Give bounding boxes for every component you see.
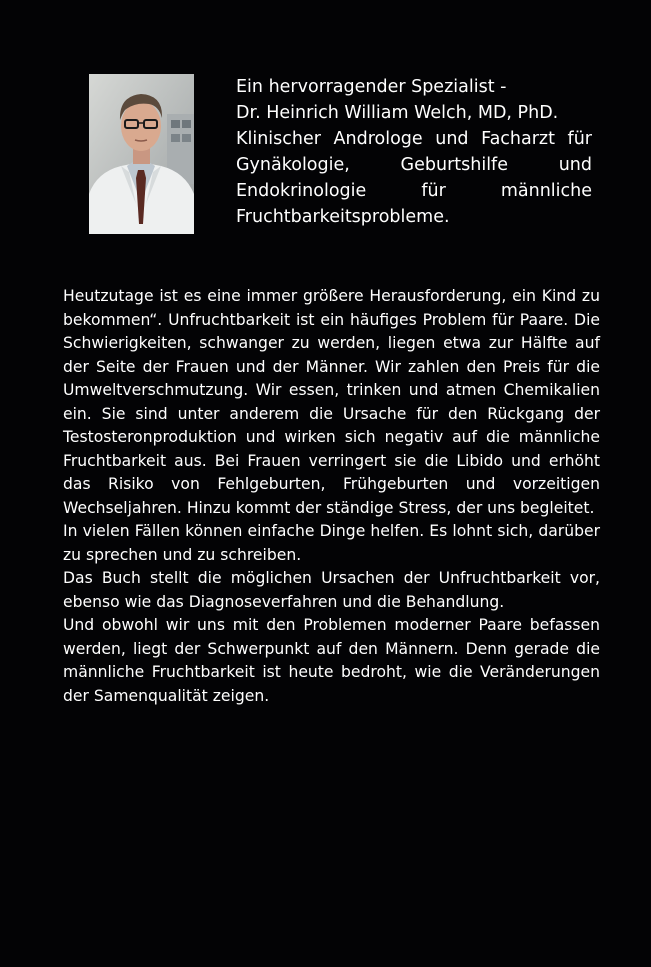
bio-heading: Ein hervorragender Spezialist - [236,77,507,97]
doctor-name: Dr. Heinrich William Welch, MD, PhD. [236,103,559,123]
doctor-bio [236,74,592,230]
paragraph: Heutzutage ist es eine immer größere Herausforderung, ein Kind zu bekommen“. Unfruchtbarkeit ist ein häufiges Problem für Paare. Die Schwierigkeiten, schwanger zu werden, liegen etwa zur Hälfte auf der Seite der Frauen und der Männer. Wir zahlen den Preis für die Umweltverschmutzung. Wir essen, trinken und atmen Chemikalien ein. Sie sind unter anderem die Ursache für den Rückgang der Testosteronproduktion und wirken sich negativ auf die männliche Fruchtbarkeit aus. Bei Frauen verringert sie die Libido und erhöht das Risiko von Fehlgeburten, Frühgeburten und vorzeitigen Wechseljahren. Hinzu kommt der ständige Stress, der uns begleitet. [63,287,600,517]
paragraph: Und obwohl wir uns mit den Problemen moderner Paare befassen werden, liegt der Schwerpunkt auf den Männern. Denn gerade die männliche Fruchtbarkeit ist heute bedroht, wie die Veränderungen der Samenqualität zeigen. [63,616,600,705]
paragraph: Das Buch stellt die möglichen Ursachen der Unfruchtbarkeit vor, ebenso wie das Diagnoseverfahren und die Behandlung. [63,569,600,611]
doctor-description: Klinischer Androloge und Facharzt für Gynäkologie, Geburtshilfe und Endokrinologie für männliche Fruchtbarkeitsprobleme. [236,129,592,227]
book-description [63,285,600,708]
doctor-portrait-image [89,74,194,234]
paragraph: In vielen Fällen können einfache Dinge helfen. Es lohnt sich, darüber zu sprechen und zu schreiben. [63,522,600,564]
